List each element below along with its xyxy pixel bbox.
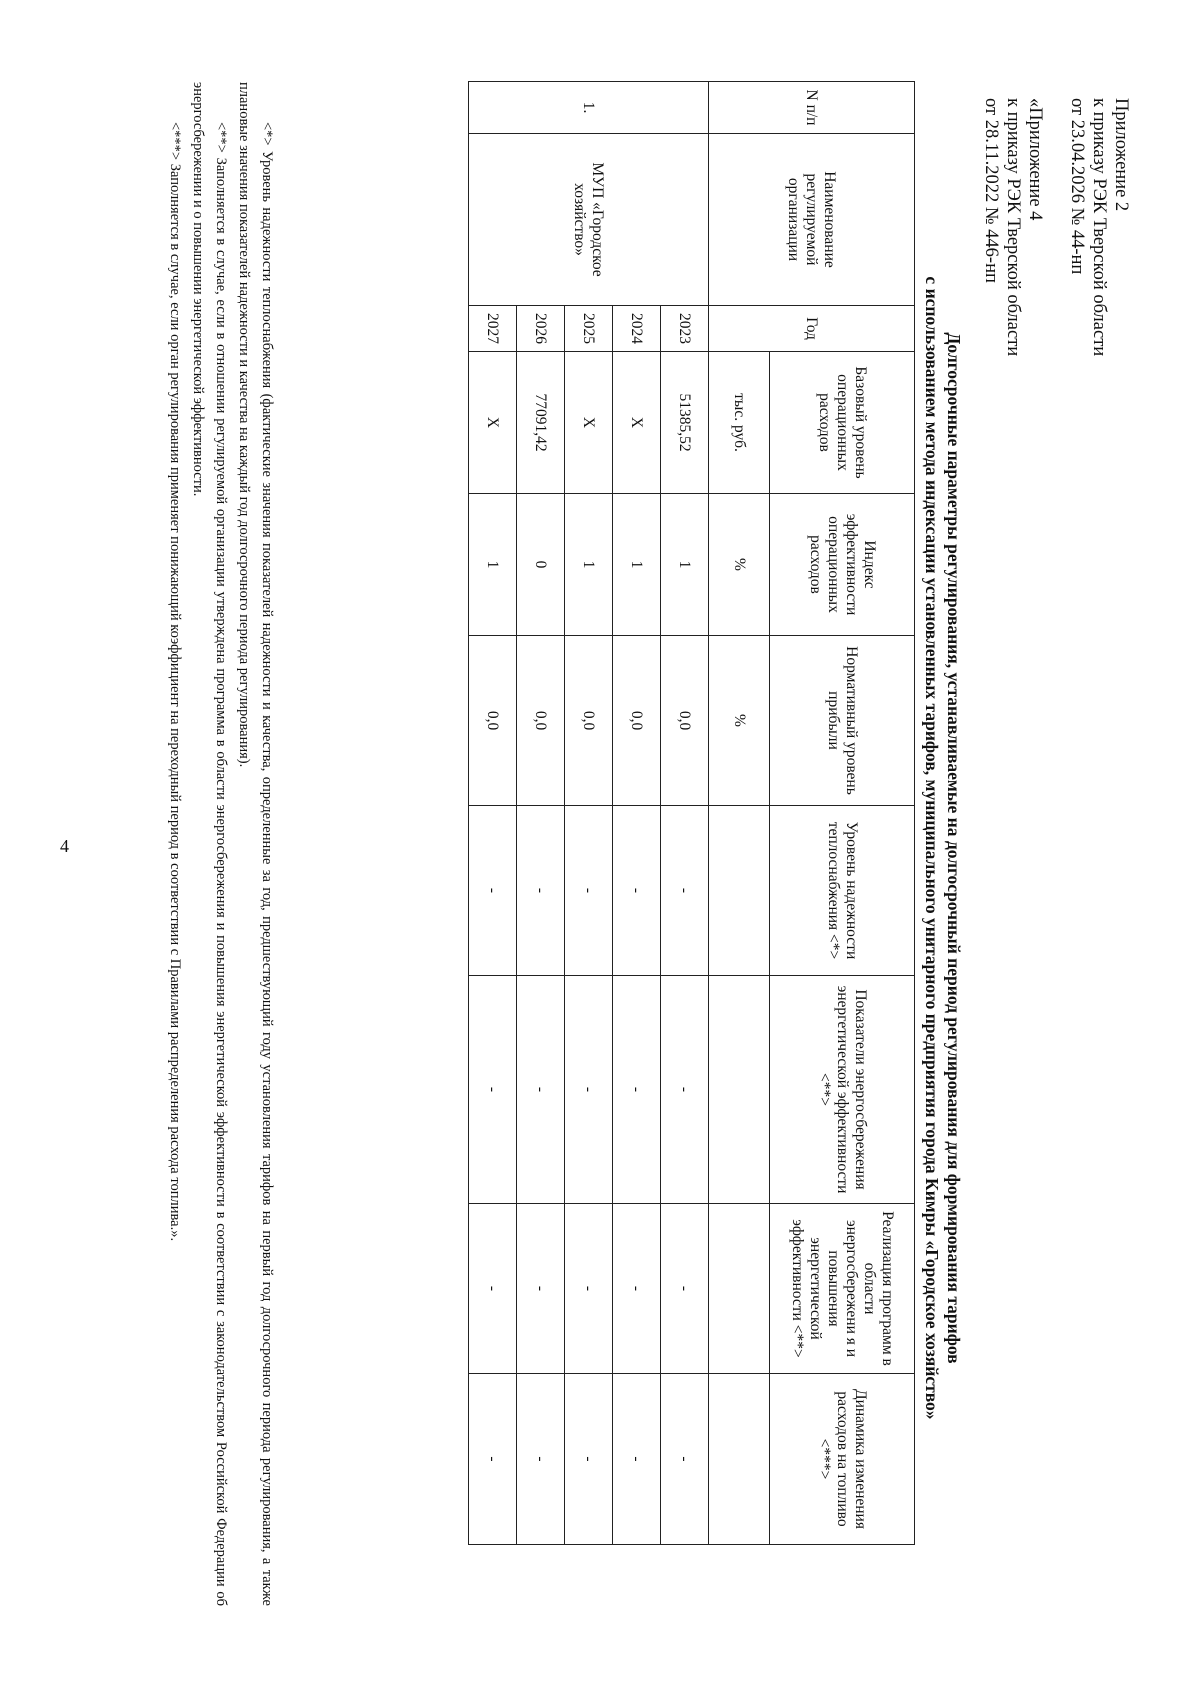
row-energy: - — [517, 976, 565, 1204]
document-title — [921, 48, 965, 1648]
header-fuel-dynamics: Динамика изменения расходов на топливо <***> — [770, 1374, 915, 1545]
row-profit: 0,0 — [517, 636, 565, 806]
header-efficiency-index: Индекс эффективности операционных расходов — [770, 494, 915, 636]
row-fuel: - — [469, 1374, 517, 1545]
row-index: 0 — [517, 494, 565, 636]
header-energy-indicators: Показатели энергосбережения энергетической эффективности <**> — [770, 976, 915, 1204]
row-year: 2024 — [613, 306, 661, 352]
header-n: N п/п — [709, 82, 915, 134]
row-fuel: - — [517, 1374, 565, 1545]
row-energy: - — [661, 976, 709, 1204]
footnote-energy-program: <**> Заполняется в случае, если в отношении регулируемой организации утверждена программа в области энергосбережения и повышения энергетической эффективности в соответствии с законодательством Российской Федерации об энергосбережении и о повышении энергетической эффективности. — [190, 82, 229, 1606]
footnotes — [163, 82, 278, 1606]
row-year: 2023 — [661, 306, 709, 352]
row-fuel: - — [661, 1374, 709, 1545]
row-year: 2025 — [565, 306, 613, 352]
row-base: X — [613, 352, 661, 494]
row-index: 1 — [469, 494, 517, 636]
row-base: 51385,52 — [661, 352, 709, 494]
row-fuel: - — [613, 1374, 661, 1545]
row-base: 77091,42 — [517, 352, 565, 494]
row-energy: - — [613, 976, 661, 1204]
row-profit: 0,0 — [613, 636, 661, 806]
previous-appendix-order: к приказу РЭК Тверской области — [1003, 98, 1023, 357]
unit-profit: % — [709, 636, 770, 806]
parameters-table — [468, 81, 915, 1545]
appendix-label: Приложение 2 — [1111, 98, 1131, 212]
header-row — [770, 82, 915, 1545]
org-number: 1. — [469, 82, 709, 134]
page-number: 4 — [60, 836, 69, 856]
row-programs: - — [517, 1204, 565, 1374]
row-reliability: - — [469, 806, 517, 976]
row-energy: - — [469, 976, 517, 1204]
appendix-order: к приказу РЭК Тверской области — [1089, 98, 1109, 357]
footnote-reliability: <*> Уровень надежности теплоснабжения (фактические значения показателей надежности и качества, определенные за год, предшествующий году установления тарифов на первый год долгосрочного периода регулирования, а также плановые значения показателей надежности и качества на каждый год долгосрочного периода регулирования). — [236, 82, 275, 1606]
row-index: 1 — [613, 494, 661, 636]
title-line-2: с использованием метода индексации установленных тарифов, муниципального унитарного предприятия города Кимры «Городское хозяйство» — [922, 276, 942, 1420]
row-reliability: - — [661, 806, 709, 976]
appendix-header — [980, 98, 1132, 356]
previous-appendix-date: от 28.11.2022 № 446-нп — [981, 98, 1001, 283]
header-programs: Реализация программ в области энергосбережени я и повышения энергетической эффективности <**> — [770, 1204, 915, 1374]
row-programs: - — [661, 1204, 709, 1374]
row-profit: 0,0 — [469, 636, 517, 806]
header-profit-level: Нормативный уровень прибыли — [770, 636, 915, 806]
row-programs: - — [469, 1204, 517, 1374]
row-reliability: - — [517, 806, 565, 976]
appendix-date: от 23.04.2026 № 44-нп — [1067, 98, 1087, 275]
row-index: 1 — [565, 494, 613, 636]
previous-appendix-label: «Приложение 4 — [1025, 98, 1045, 221]
row-energy: - — [565, 976, 613, 1204]
header-base-costs: Базовый уровень операционных расходов — [770, 352, 915, 494]
row-base: X — [469, 352, 517, 494]
unit-index: % — [709, 494, 770, 636]
footnote-fuel: <***> Заполняется в случае, если орган регулирования применяет понижающий коэффициент на переходный период в соответствии с Правилами распределения расхода топлива.». — [167, 122, 183, 1242]
row-programs: - — [613, 1204, 661, 1374]
header-reliability: Уровень надежности теплоснабжения <*> — [770, 806, 915, 976]
row-fuel: - — [565, 1374, 613, 1545]
header-org: Наименование регулируемой организации — [709, 134, 915, 306]
org-name: МУП «Городское хозяйство» — [469, 134, 709, 306]
row-year: 2026 — [517, 306, 565, 352]
row-profit: 0,0 — [661, 636, 709, 806]
rotated-document — [60, 48, 1140, 1648]
table-row — [661, 82, 709, 1545]
unit-base: тыс. руб. — [709, 352, 770, 494]
row-programs: - — [565, 1204, 613, 1374]
row-reliability: - — [565, 806, 613, 976]
header-year: Год — [709, 306, 915, 352]
row-base: X — [565, 352, 613, 494]
row-index: 1 — [661, 494, 709, 636]
row-year: 2027 — [469, 306, 517, 352]
title-line-1: Долгосрочные параметры регулирования, устанавливаемые на долгосрочный период регулирования для формирования тарифов — [944, 332, 964, 1364]
row-reliability: - — [613, 806, 661, 976]
row-profit: 0,0 — [565, 636, 613, 806]
